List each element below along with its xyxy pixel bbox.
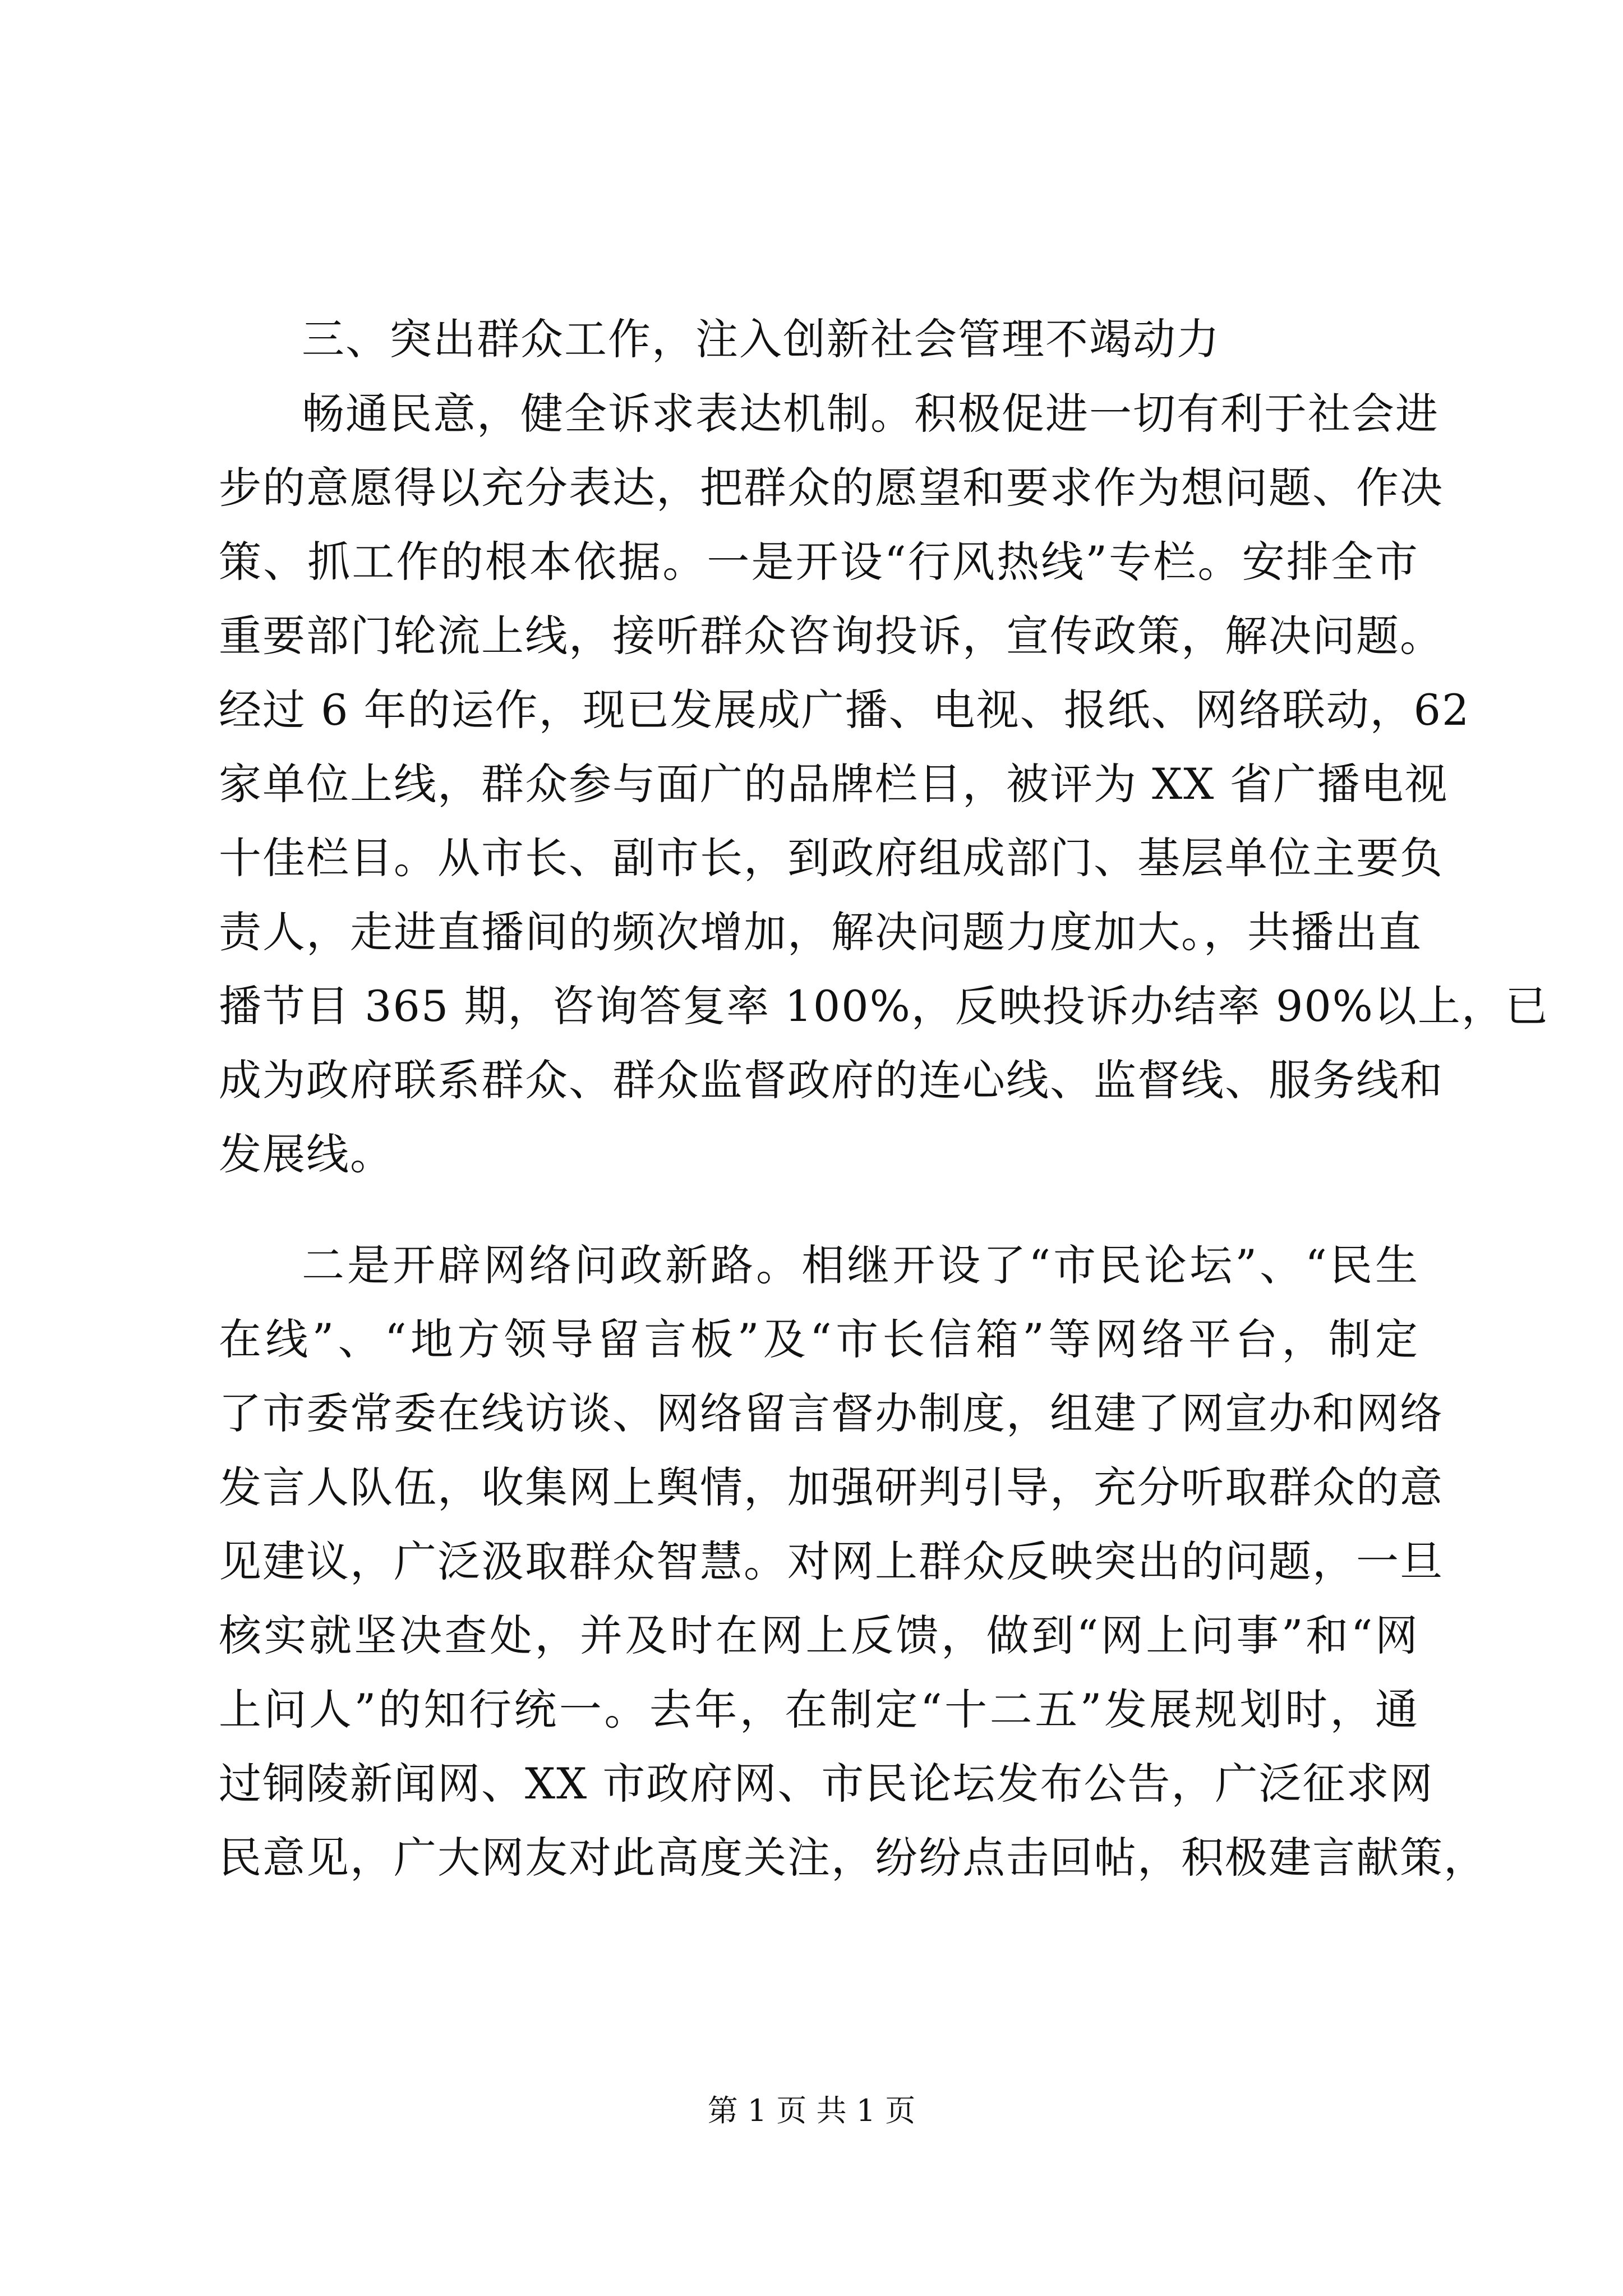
paragraph-1-line-6: 家单位上线，群众参与面广的品牌栏目，被评为 XX 省广播电视: [219, 759, 1449, 809]
page-number-footer: 第 1 页 共 1 页: [707, 2093, 916, 2128]
paragraph-2-line-9: 民意见，广大网友对此高度关注，纷纷点击回帖，积极建言献策，: [219, 1833, 1487, 1883]
paragraph-1-line-8: 责人，走进直播间的频次增加，解决问题力度加大。，共播出直: [219, 907, 1422, 957]
paragraph-1-line-4: 重要部门轮流上线，接听群众咨询投诉，宣传政策，解决问题。: [219, 611, 1444, 661]
paragraph-2-line-4: 发言人队伍，收集网上舆情，加强研判引导，充分听取群众的意: [219, 1462, 1444, 1512]
paragraph-2-line-6: 核实就坚决查处，并及时在网上反馈，做到“网上问事”和“网: [219, 1611, 1419, 1660]
paragraph-1-line-3: 策、抓工作的根本依据。一是开设“行风热线”专栏。安排全市: [219, 537, 1419, 587]
paragraph-2-line-2: 在线”、“地方领导留言板”及“市长信箱”等网络平台，制定: [219, 1314, 1419, 1364]
paragraph-2-line-8: 过铜陵新闻网、XX 市政府网、市民论坛发布公告，广泛征求网: [219, 1759, 1434, 1809]
paragraph-1-line-7: 十佳栏目。从市长、副市长，到政府组成部门、基层单位主要负: [219, 833, 1444, 883]
paragraph-1-line-11: 发展线。: [219, 1129, 394, 1179]
paragraph-2-line-7: 上问人”的知行统一。去年，在制定“十二五”发展规划时，通: [219, 1685, 1419, 1734]
paragraph-2-line-3: 了市委常委在线访谈、网络留言督办制度，组建了网宣办和网络: [219, 1388, 1444, 1438]
paragraph-1-line-5: 经过 6 年的运作，现已发展成广播、电视、报纸、网络联动，62: [219, 685, 1470, 735]
paragraph-2-line-1: 二是开辟网络问政新路。相继开设了“市民论坛”、“民生: [302, 1240, 1419, 1290]
paragraph-1-line-9: 播节目 365 期，咨询答复率 100%，反映投诉办结率 90%以上，已: [219, 981, 1549, 1031]
section-heading: 三、突出群众工作，注入创新社会管理不竭动力: [302, 314, 1220, 364]
paragraph-1-line-2: 步的意愿得以充分表达，把群众的愿望和要求作为想问题、作决: [219, 463, 1444, 513]
paragraph-2-line-5: 见建议，广泛汲取群众智慧。对网上群众反映突出的问题，一旦: [219, 1536, 1444, 1586]
paragraph-1-line-1: 畅通民意，健全诉求表达机制。积极促进一切有利于社会进: [302, 389, 1439, 439]
paragraph-1-line-10: 成为政府联系群众、群众监督政府的连心线、监督线、服务线和: [219, 1055, 1444, 1105]
